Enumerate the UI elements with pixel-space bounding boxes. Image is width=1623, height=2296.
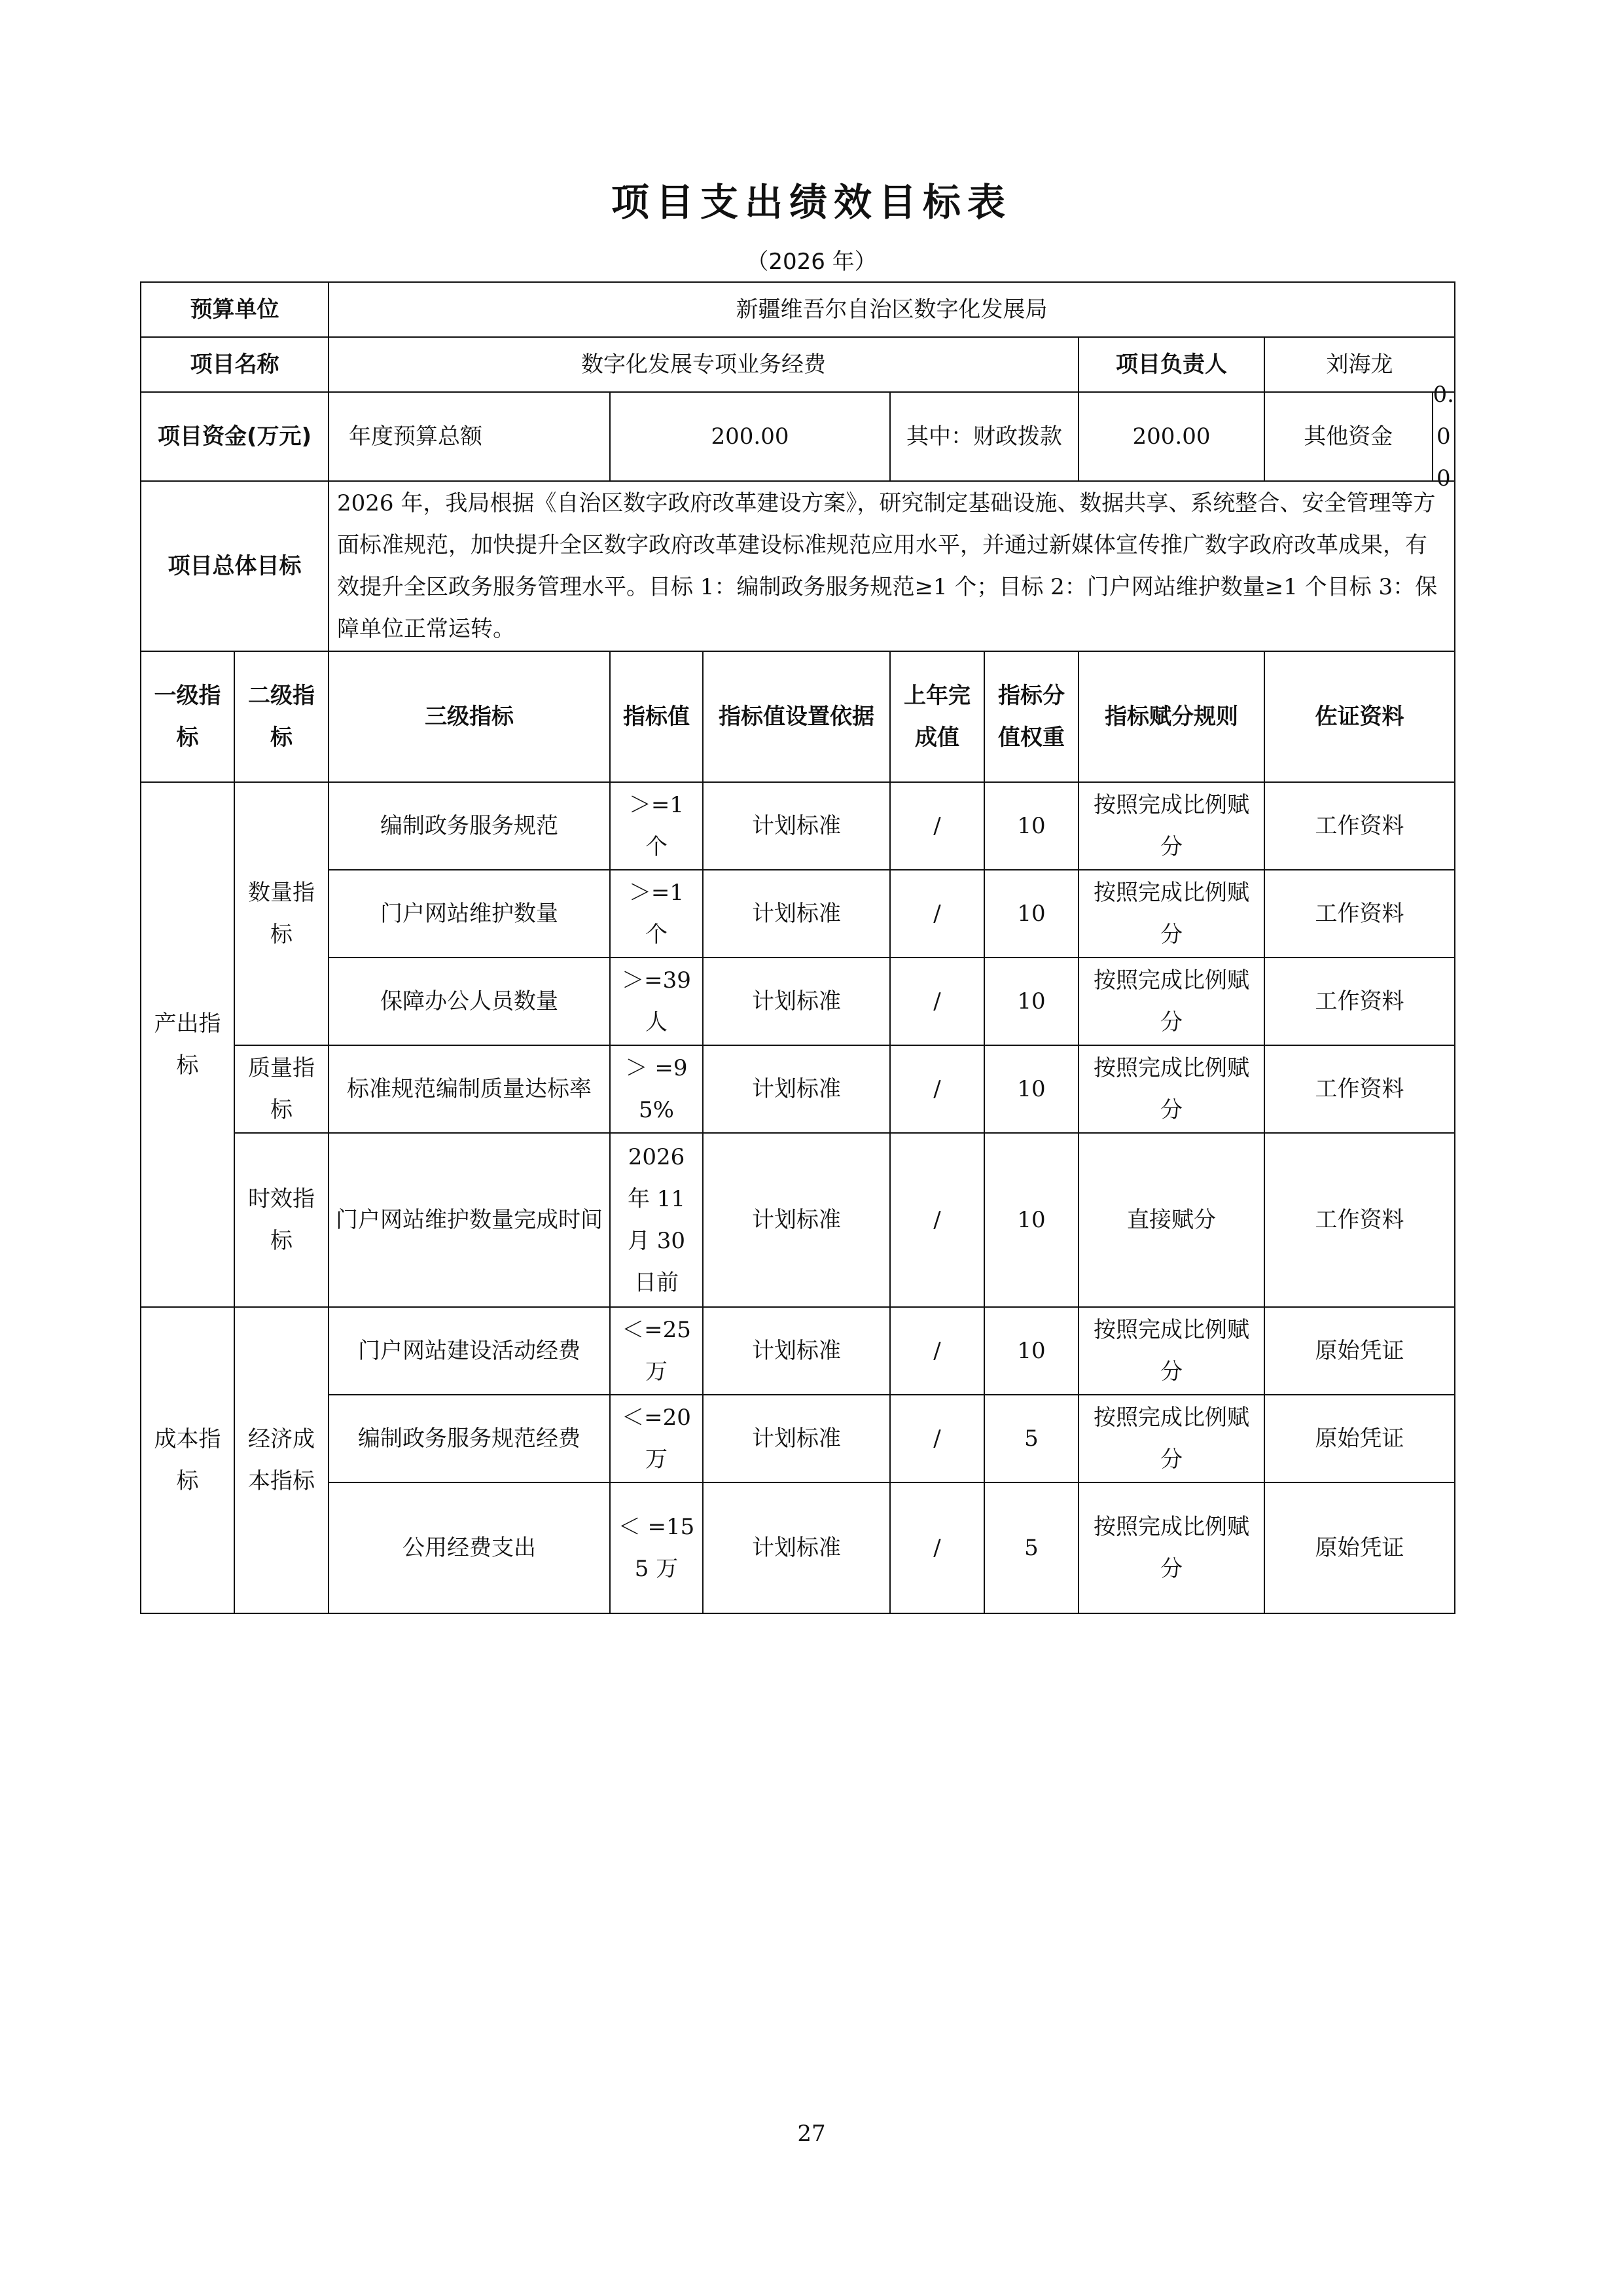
cell-last-year: / [890, 782, 984, 870]
fiscal-allocation-label: 其中：财政拨款 [890, 392, 1079, 481]
cell-value: ＜=20 万 [610, 1395, 703, 1482]
cell-basis: 计划标准 [703, 782, 890, 870]
cell-level3: 编制政务服务规范经费 [329, 1395, 610, 1482]
overall-goal-row [141, 481, 1455, 651]
table-row [141, 870, 1455, 958]
cell-weight: 10 [984, 870, 1079, 958]
cell-weight: 10 [984, 782, 1079, 870]
table-row [141, 1133, 1455, 1307]
header-basis: 指标值设置依据 [703, 651, 890, 782]
group-quantity: 数量指标 [234, 782, 329, 1045]
cell-last-year: / [890, 1307, 984, 1395]
cell-value: ＞=1 个 [610, 782, 703, 870]
cell-weight: 5 [984, 1482, 1079, 1613]
overall-goal-label: 项目总体目标 [141, 481, 329, 651]
cell-rule: 直接赋分 [1079, 1133, 1264, 1307]
page-number: 27 [797, 2121, 826, 2147]
indicator-header-row [141, 651, 1455, 782]
cell-weight: 10 [984, 1045, 1079, 1133]
cell-value: ＞=1 个 [610, 870, 703, 958]
project-name-value: 数字化发展专项业务经费 [329, 337, 1079, 392]
header-rule: 指标赋分规则 [1079, 651, 1264, 782]
annual-budget-value: 200.00 [610, 392, 890, 481]
cell-value: 2026 年 11 月 30 日前 [610, 1133, 703, 1307]
funds-row [141, 392, 1455, 481]
cell-rule: 按照完成比例赋分 [1079, 958, 1264, 1045]
cell-evidence: 原始凭证 [1264, 1395, 1455, 1482]
cell-basis: 计划标准 [703, 870, 890, 958]
cell-value: ＞ =95% [610, 1045, 703, 1133]
cell-last-year: / [890, 1395, 984, 1482]
cell-last-year: / [890, 1482, 984, 1613]
table-row [141, 1045, 1455, 1133]
other-funds-value: 0.00 [1433, 382, 1454, 492]
fiscal-allocation-value: 200.00 [1079, 392, 1264, 481]
cell-last-year: / [890, 870, 984, 958]
page-title: 项目支出绩效目标表 [611, 180, 1012, 224]
cell-level3: 公用经费支出 [329, 1482, 610, 1613]
cell-evidence: 工作资料 [1264, 1045, 1455, 1133]
group-timeliness: 时效指标 [234, 1133, 329, 1307]
table-row [141, 958, 1455, 1045]
header-value: 指标值 [610, 651, 703, 782]
cell-basis: 计划标准 [703, 958, 890, 1045]
cell-value: ＞=39 人 [610, 958, 703, 1045]
cell-rule: 按照完成比例赋分 [1079, 1395, 1264, 1482]
cell-level3: 门户网站建设活动经费 [329, 1307, 610, 1395]
cell-weight: 5 [984, 1395, 1079, 1482]
header-weight: 指标分值权重 [984, 651, 1079, 782]
other-funds-label: 其他资金 [1265, 393, 1433, 480]
group-cost: 成本指标 [141, 1307, 234, 1613]
table-row [141, 1482, 1455, 1613]
group-output: 产出指标 [141, 782, 234, 1307]
cell-level3: 门户网站维护数量完成时间 [329, 1133, 610, 1307]
year-label: （2026 年） [746, 249, 877, 275]
cell-value: ＜ =155 万 [610, 1482, 703, 1613]
header-last-year: 上年完成值 [890, 651, 984, 782]
group-quality: 质量指标 [234, 1045, 329, 1133]
project-name-label: 项目名称 [141, 337, 329, 392]
cell-rule: 按照完成比例赋分 [1079, 1307, 1264, 1395]
cell-weight: 10 [984, 958, 1079, 1045]
cell-evidence: 工作资料 [1264, 1133, 1455, 1307]
cell-basis: 计划标准 [703, 1395, 890, 1482]
project-leader-label: 项目负责人 [1079, 337, 1264, 392]
cell-last-year: / [890, 958, 984, 1045]
overall-goal-text: 2026 年，我局根据《自治区数字政府改革建设方案》，研究制定基础设施、数据共享、系统整合、安全管理等方面标准规范，加快提升全区数字政府改革建设标准规范应用水平，并通过新媒体宣传推广数字政府改革成果，有效提升全区政务服务管理水平。目标 1：编制政务服务规范≥1 个；目标 2：门户网站维护数量≥1 个目标 3：保障单位正常运转。 [329, 481, 1455, 651]
cell-weight: 10 [984, 1307, 1079, 1395]
cell-basis: 计划标准 [703, 1482, 890, 1613]
annual-budget-label: 年度预算总额 [329, 392, 610, 481]
cell-evidence: 工作资料 [1264, 958, 1455, 1045]
cell-rule: 按照完成比例赋分 [1079, 1482, 1264, 1613]
cell-last-year: / [890, 1133, 984, 1307]
cell-evidence: 原始凭证 [1264, 1307, 1455, 1395]
cell-level3: 门户网站维护数量 [329, 870, 610, 958]
cell-last-year: / [890, 1045, 984, 1133]
cell-basis: 计划标准 [703, 1045, 890, 1133]
cell-basis: 计划标准 [703, 1133, 890, 1307]
cell-rule: 按照完成比例赋分 [1079, 782, 1264, 870]
table-row [141, 1395, 1455, 1482]
cell-weight: 10 [984, 1133, 1079, 1307]
table-row [141, 782, 1455, 870]
budget-unit-label: 预算单位 [141, 282, 329, 337]
cell-level3: 保障办公人员数量 [329, 958, 610, 1045]
funds-label: 项目资金(万元) [141, 392, 329, 481]
header-evidence: 佐证资料 [1264, 651, 1455, 782]
cell-basis: 计划标准 [703, 1307, 890, 1395]
cell-value: ＜=25 万 [610, 1307, 703, 1395]
header-level3: 三级指标 [329, 651, 610, 782]
cell-rule: 按照完成比例赋分 [1079, 870, 1264, 958]
cell-evidence: 工作资料 [1264, 870, 1455, 958]
cell-evidence: 原始凭证 [1264, 1482, 1455, 1613]
project-name-row [141, 337, 1455, 392]
budget-unit-row [141, 282, 1455, 337]
cell-level3: 标准规范编制质量达标率 [329, 1045, 610, 1133]
cell-evidence: 工作资料 [1264, 782, 1455, 870]
group-economic: 经济成本指标 [234, 1307, 329, 1613]
header-level2: 二级指标 [234, 651, 329, 782]
cell-level3: 编制政务服务规范 [329, 782, 610, 870]
performance-target-table [140, 281, 1455, 1614]
cell-rule: 按照完成比例赋分 [1079, 1045, 1264, 1133]
budget-unit-value: 新疆维吾尔自治区数字化发展局 [329, 282, 1455, 337]
project-leader-value: 刘海龙 [1264, 337, 1455, 392]
table-row [141, 1307, 1455, 1395]
header-level1: 一级指标 [141, 651, 234, 782]
